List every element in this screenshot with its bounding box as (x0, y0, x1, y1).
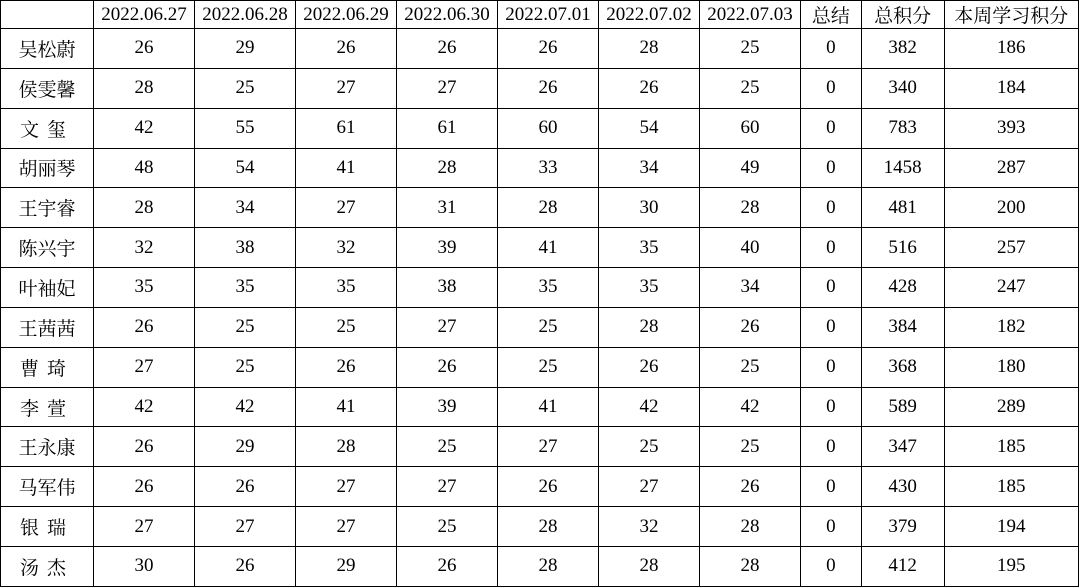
total-points-cell: 1458 (861, 148, 944, 188)
student-name-cell: 叶袖妃 (1, 268, 94, 308)
daily-points-cell: 41 (498, 387, 599, 427)
student-name-cell: 汤杰 (1, 546, 94, 586)
daily-points-cell: 26 (194, 546, 295, 586)
total-points-cell: 340 (861, 68, 944, 108)
week-points-cell: 247 (944, 268, 1079, 308)
daily-points-cell: 26 (93, 467, 194, 507)
daily-points-cell: 29 (194, 427, 295, 467)
daily-points-cell: 28 (295, 427, 396, 467)
table-row (1, 228, 1079, 268)
daily-points-cell: 28 (700, 188, 801, 228)
daily-points-cell: 31 (396, 188, 497, 228)
summary-cell: 0 (801, 507, 862, 547)
student-name-cell: 陈兴宇 (1, 228, 94, 268)
daily-points-cell: 28 (599, 307, 700, 347)
total-points-cell: 379 (861, 507, 944, 547)
header-date-1: 2022.06.27 (93, 1, 194, 29)
daily-points-cell: 25 (194, 307, 295, 347)
daily-points-cell: 39 (396, 228, 497, 268)
daily-points-cell: 61 (396, 108, 497, 148)
student-name-cell: 马军伟 (1, 467, 94, 507)
daily-points-cell: 42 (93, 108, 194, 148)
table-row (1, 188, 1079, 228)
total-points-cell: 430 (861, 467, 944, 507)
total-points-cell: 382 (861, 29, 944, 69)
week-points-cell: 287 (944, 148, 1079, 188)
daily-points-cell: 35 (599, 228, 700, 268)
daily-points-cell: 42 (599, 387, 700, 427)
student-name-cell: 曹琦 (1, 347, 94, 387)
table-row (1, 268, 1079, 308)
daily-points-cell: 27 (295, 188, 396, 228)
week-points-cell: 194 (944, 507, 1079, 547)
daily-points-cell: 30 (93, 546, 194, 586)
summary-cell: 0 (801, 188, 862, 228)
header-total-points: 总积分 (861, 1, 944, 29)
daily-points-cell: 55 (194, 108, 295, 148)
daily-points-cell: 27 (93, 347, 194, 387)
total-points-cell: 347 (861, 427, 944, 467)
header-week-points: 本周学习积分 (944, 1, 1079, 29)
daily-points-cell: 35 (498, 268, 599, 308)
student-name-cell: 王茜茜 (1, 307, 94, 347)
daily-points-cell: 28 (700, 546, 801, 586)
daily-points-cell: 26 (700, 467, 801, 507)
daily-points-cell: 27 (396, 307, 497, 347)
daily-points-cell: 26 (396, 29, 497, 69)
daily-points-cell: 25 (194, 347, 295, 387)
total-points-cell: 412 (861, 546, 944, 586)
table-row (1, 546, 1079, 586)
student-name-cell: 文玺 (1, 108, 94, 148)
daily-points-cell: 38 (194, 228, 295, 268)
daily-points-cell: 32 (599, 507, 700, 547)
table-row (1, 387, 1079, 427)
daily-points-cell: 25 (295, 307, 396, 347)
daily-points-cell: 27 (295, 467, 396, 507)
summary-cell: 0 (801, 108, 862, 148)
summary-cell: 0 (801, 68, 862, 108)
table-header-row (1, 1, 1079, 29)
header-date-5: 2022.07.01 (498, 1, 599, 29)
week-points-cell: 185 (944, 427, 1079, 467)
daily-points-cell: 26 (599, 68, 700, 108)
student-name-cell: 吴松蔚 (1, 29, 94, 69)
header-date-3: 2022.06.29 (295, 1, 396, 29)
daily-points-cell: 34 (194, 188, 295, 228)
daily-points-cell: 42 (194, 387, 295, 427)
daily-points-cell: 28 (599, 546, 700, 586)
summary-cell: 0 (801, 427, 862, 467)
week-points-cell: 184 (944, 68, 1079, 108)
daily-points-cell: 25 (700, 68, 801, 108)
daily-points-cell: 61 (295, 108, 396, 148)
daily-points-cell: 26 (498, 68, 599, 108)
summary-cell: 0 (801, 467, 862, 507)
daily-points-cell: 25 (700, 427, 801, 467)
daily-points-cell: 26 (599, 347, 700, 387)
daily-points-cell: 27 (194, 507, 295, 547)
daily-points-cell: 27 (599, 467, 700, 507)
week-points-cell: 200 (944, 188, 1079, 228)
week-points-cell: 195 (944, 546, 1079, 586)
total-points-cell: 428 (861, 268, 944, 308)
daily-points-cell: 60 (498, 108, 599, 148)
summary-cell: 0 (801, 148, 862, 188)
daily-points-cell: 35 (93, 268, 194, 308)
daily-points-cell: 60 (700, 108, 801, 148)
student-name-cell: 王宇睿 (1, 188, 94, 228)
student-name-cell: 银瑞 (1, 507, 94, 547)
total-points-cell: 516 (861, 228, 944, 268)
daily-points-cell: 26 (700, 307, 801, 347)
summary-cell: 0 (801, 546, 862, 586)
daily-points-cell: 27 (295, 68, 396, 108)
table-row (1, 507, 1079, 547)
header-name-column (1, 1, 94, 29)
daily-points-cell: 27 (396, 68, 497, 108)
daily-points-cell: 26 (396, 347, 497, 387)
daily-points-cell: 35 (194, 268, 295, 308)
header-date-4: 2022.06.30 (396, 1, 497, 29)
daily-points-cell: 26 (194, 467, 295, 507)
student-name-cell: 李萱 (1, 387, 94, 427)
daily-points-cell: 26 (93, 29, 194, 69)
daily-points-cell: 25 (396, 427, 497, 467)
daily-points-cell: 25 (599, 427, 700, 467)
daily-points-cell: 26 (295, 347, 396, 387)
table-row (1, 68, 1079, 108)
header-date-6: 2022.07.02 (599, 1, 700, 29)
daily-points-cell: 41 (295, 387, 396, 427)
daily-points-cell: 26 (396, 546, 497, 586)
table-row (1, 427, 1079, 467)
daily-points-cell: 33 (498, 148, 599, 188)
daily-points-cell: 28 (93, 188, 194, 228)
summary-cell: 0 (801, 268, 862, 308)
daily-points-cell: 34 (700, 268, 801, 308)
daily-points-cell: 26 (498, 29, 599, 69)
daily-points-cell: 28 (93, 68, 194, 108)
daily-points-cell: 25 (194, 68, 295, 108)
week-points-cell: 180 (944, 347, 1079, 387)
week-points-cell: 186 (944, 29, 1079, 69)
daily-points-cell: 40 (700, 228, 801, 268)
daily-points-cell: 28 (396, 148, 497, 188)
daily-points-cell: 28 (498, 188, 599, 228)
daily-points-cell: 29 (194, 29, 295, 69)
daily-points-cell: 42 (93, 387, 194, 427)
daily-points-cell: 27 (295, 507, 396, 547)
table-row (1, 29, 1079, 69)
daily-points-cell: 32 (295, 228, 396, 268)
daily-points-cell: 26 (93, 427, 194, 467)
daily-points-cell: 38 (396, 268, 497, 308)
summary-cell: 0 (801, 29, 862, 69)
daily-points-cell: 27 (498, 427, 599, 467)
daily-points-cell: 41 (498, 228, 599, 268)
daily-points-cell: 54 (599, 108, 700, 148)
week-points-cell: 393 (944, 108, 1079, 148)
week-points-cell: 289 (944, 387, 1079, 427)
total-points-cell: 589 (861, 387, 944, 427)
header-date-7: 2022.07.03 (700, 1, 801, 29)
daily-points-cell: 25 (700, 347, 801, 387)
daily-points-cell: 25 (700, 29, 801, 69)
table-row (1, 347, 1079, 387)
daily-points-cell: 28 (700, 507, 801, 547)
student-name-cell: 侯雯馨 (1, 68, 94, 108)
daily-points-cell: 54 (194, 148, 295, 188)
week-points-cell: 182 (944, 307, 1079, 347)
student-name-cell: 胡丽琴 (1, 148, 94, 188)
table-row (1, 108, 1079, 148)
week-points-cell: 257 (944, 228, 1079, 268)
daily-points-cell: 35 (295, 268, 396, 308)
summary-cell: 0 (801, 307, 862, 347)
total-points-cell: 368 (861, 347, 944, 387)
daily-points-cell: 29 (295, 546, 396, 586)
daily-points-cell: 28 (599, 29, 700, 69)
week-points-cell: 185 (944, 467, 1079, 507)
table-row (1, 307, 1079, 347)
daily-points-cell: 28 (498, 546, 599, 586)
table-row (1, 467, 1079, 507)
table-row (1, 148, 1079, 188)
daily-points-cell: 25 (498, 347, 599, 387)
daily-points-cell: 41 (295, 148, 396, 188)
student-name-cell: 王永康 (1, 427, 94, 467)
daily-points-cell: 39 (396, 387, 497, 427)
daily-points-cell: 26 (93, 307, 194, 347)
header-summary: 总结 (801, 1, 862, 29)
daily-points-cell: 30 (599, 188, 700, 228)
daily-points-cell: 28 (498, 507, 599, 547)
daily-points-cell: 34 (599, 148, 700, 188)
summary-cell: 0 (801, 387, 862, 427)
daily-points-cell: 35 (599, 268, 700, 308)
header-date-2: 2022.06.28 (194, 1, 295, 29)
daily-points-cell: 25 (498, 307, 599, 347)
daily-points-cell: 32 (93, 228, 194, 268)
daily-points-cell: 26 (498, 467, 599, 507)
summary-cell: 0 (801, 228, 862, 268)
total-points-cell: 384 (861, 307, 944, 347)
daily-points-cell: 49 (700, 148, 801, 188)
table-body (1, 29, 1079, 587)
total-points-cell: 783 (861, 108, 944, 148)
daily-points-cell: 25 (396, 507, 497, 547)
daily-points-cell: 42 (700, 387, 801, 427)
daily-points-cell: 48 (93, 148, 194, 188)
total-points-cell: 481 (861, 188, 944, 228)
daily-points-cell: 27 (396, 467, 497, 507)
daily-points-cell: 27 (93, 507, 194, 547)
daily-points-cell: 26 (295, 29, 396, 69)
summary-cell: 0 (801, 347, 862, 387)
